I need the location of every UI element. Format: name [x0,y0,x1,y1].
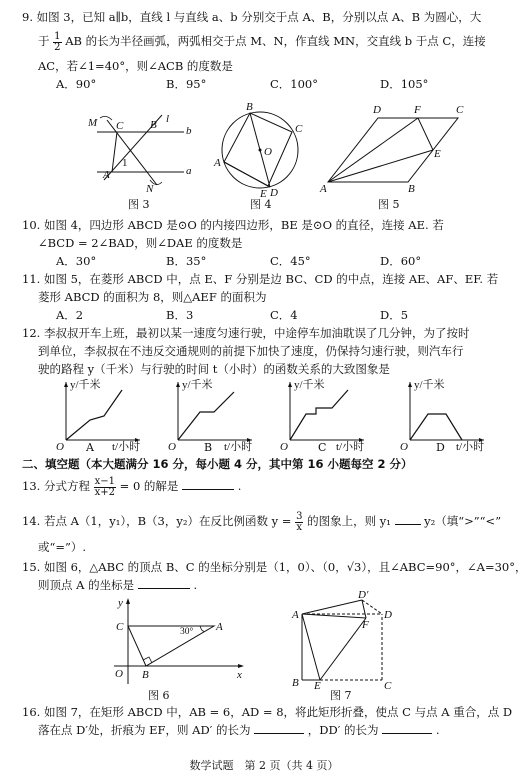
graph-c-origin: O [280,441,288,452]
q16-line2-pre: 落在点 D′处，折痕为 EF，则 AD′ 的长为 [38,723,251,737]
fig7-crease-ef [320,618,366,680]
fig5-segment-af [328,118,418,182]
fig4-label-a: A [214,157,221,169]
fig6-angle-a-arc [200,626,204,631]
q10-line1: 10. 如图 4，四边形 ABCD 是⊙O 的内接四边形，BE 是⊙O 的直径，连接 AE. 若 [22,218,444,232]
q13-post: = 0 的解是 [119,479,179,493]
q12-graph-c-label: C [318,441,327,454]
q15-line2 [38,578,197,592]
graph-a-xlabel: t/小时 [112,441,141,452]
graph-d-ylabel: y/千米 [414,379,445,391]
q13-frac-num: x−1 [94,475,115,487]
q15-line1: 15. 如图 6，△ABC 的顶点 B、C 的坐标分别是（1，0）、（0，√3），且∠ABC=90°，∠A=30°， [22,560,527,574]
q16-line2-end: . [435,723,440,737]
q9-option-d: D．105° [380,77,429,91]
fig7-segment-ae [302,614,320,680]
q11-line2: 菱形 ABCD 的面积为 8，则△AEF 的面积为 [38,290,267,304]
graph-a-ylabel: y/千米 [70,379,101,391]
graph-b-ylabel: y/千米 [182,379,213,391]
q12-graph-a [48,378,148,452]
q12-line1: 12. 李叔叔开车上班，最初以某一速度匀速行驶，中途停车加油耽误了几分钟，为了按时 [22,326,470,340]
q12-graph-b-label: B [204,441,213,454]
fig5-segment-ef [418,118,433,150]
q10-option-a: A．30° [56,254,97,268]
figure-4-caption: 图 4 [250,198,272,211]
section-2-title: 二、填空题（本大题满分 16 分，每小题 4 分，其中第 16 小题每空 2 分） [22,457,413,471]
fig7-segment-ad-prime [302,600,362,614]
fig4-label-e: E [260,188,267,200]
q9-line1: 9. 如图 3，已知 a∥b，直线 l 与直线 a、b 分别交于点 A、B，分别以点 A、B 为圆心，大 [22,10,482,24]
q14-pre: 14. 若点 A（1，y₁），B（3，y₂）在反比例函数 y = [22,514,292,528]
fig5-label-c: C [456,104,464,116]
fig6-label-x: x [237,669,242,681]
fig7-label-d-prime: D′ [358,590,369,601]
fig3-label-a-line: a [186,165,192,177]
q14-answer-blank[interactable] [395,524,421,525]
graph-a-curve [66,390,122,440]
graph-a-y-arrow [64,382,68,387]
graph-c-curve [290,390,348,440]
fig7-label-d: D [384,609,392,621]
q9-frac-den: 2 [54,41,61,53]
fig4-label-d: D [270,187,278,199]
fig3-label-b-line: b [186,125,192,137]
q13-answer-blank[interactable] [182,489,234,490]
fig3-arc-m [100,116,112,120]
graph-b-xlabel: t/小时 [224,441,253,452]
q9-fraction [53,32,61,53]
fig4-center [259,149,262,152]
fig7-label-a: A [292,609,299,621]
q12-line3: 驶的路程 y（千米）与行驶的时间 t（小时）的函数关系的大致图象是 [38,362,390,376]
q15-answer-blank[interactable] [138,588,190,589]
fig7-segment-d-prime-f [362,600,366,618]
fig4-label-b: B [246,101,253,113]
fig6-label-a: A [216,621,223,633]
graph-a-origin: O [56,441,64,452]
figure-6 [110,594,250,686]
fig5-segment-ae [328,150,433,182]
q12-line2: 到单位，李叔叔在不违反交通规则的前提下加快了速度，仍保持匀速行驶，则汽车行 [38,344,464,358]
fig7-label-f: F [362,619,369,631]
fig7-label-e: E [314,680,321,690]
figure-6-caption: 图 6 [148,689,170,702]
fig3-label-c: C [116,120,124,132]
fig3-label-1: 1 [122,157,128,169]
graph-c-xlabel: t/小时 [336,441,365,452]
graph-b-origin: O [168,441,176,452]
figure-7-caption: 图 7 [330,689,352,702]
q9-frac-num: 1 [54,30,61,42]
q11-line1: 11. 如图 5，在菱形 ABCD 中，点 E、F 分别是边 BC、CD 的中点，连接 AE、AF、EF. 若 [22,272,499,286]
fig5-label-e: E [434,148,441,160]
graph-c-ylabel: y/千米 [294,379,325,391]
q10-line2: ∠BCD = 2∠BAD，则∠DAE 的度数是 [38,236,243,250]
q13-frac-den: x+2 [94,486,115,498]
q9-line2 [38,28,486,54]
fig7-label-c: C [384,680,392,690]
graph-b-y-arrow [176,382,180,387]
q13-line [22,472,241,500]
fig5-label-f: F [414,104,421,116]
q12-graph-d-label: D [436,441,445,454]
fig4-quad [224,113,292,186]
fig3-label-a-point: A [103,169,110,181]
q13-end: . [237,479,242,493]
fig6-label-o: O [115,668,123,680]
graph-d-xlabel: t/小时 [456,441,485,452]
fig6-label-c: C [116,621,124,633]
q9-line2-pre: 于 [38,34,50,48]
q14-frac-num: 3 [296,510,303,522]
graph-b-curve [178,392,234,440]
fig6-triangle [128,626,214,666]
fig5-label-d: D [373,104,381,116]
q15-line2-pre: 则顶点 A 的坐标是 [38,578,135,592]
q16-line2 [38,723,439,737]
figure-5-caption: 图 5 [378,198,400,211]
graph-d-curve [410,414,462,440]
fig3-label-b-point: B [150,119,157,131]
fig7-label-b: B [292,677,299,689]
graph-d-origin: O [400,441,408,452]
fig4-label-c: C [295,123,303,135]
fig5-label-b: B [408,183,415,195]
q9-line2-post: AB 的长为半径画弧，两弧相交于点 M、N，作直线 MN，交直线 b 于点 C，连接 [65,34,486,48]
q16-line2-mid: ，DD′ 的长为 [307,723,379,737]
q14-frac-den: x [296,521,303,533]
q14-line1 [22,507,501,535]
fig3-label-l: l [166,113,170,125]
q16-answer-blank-1[interactable] [254,733,304,734]
q14-post: y₂（填“>”“<” [424,514,502,528]
q9-option-b: B．95° [166,77,207,91]
q11-option-d: D．5 [380,308,409,322]
q13-fraction [94,477,116,498]
fig4-label-o: O [264,146,272,158]
figure-7 [290,590,400,690]
fig6-x-arrow [238,664,244,668]
q11-option-b: B．3 [166,308,194,322]
q9-option-c: C．100° [270,77,318,91]
fig6-y-arrow [126,598,130,604]
q10-option-b: B．35° [166,254,207,268]
q16-line1: 16. 如图 7，在矩形 ABCD 中，AB = 6，AD = 8，将此矩形折叠，使点 C 与点 A 重合，点 D [22,705,513,719]
q12-graph-a-label: A [86,441,94,454]
fig6-label-y: y [118,597,123,609]
fig6-label-angle: 30° [180,627,194,637]
q14-fraction [295,512,303,533]
figure-3-caption: 图 3 [128,198,150,211]
q9-option-a: A．90° [56,77,97,91]
q16-answer-blank-2[interactable] [382,733,432,734]
figure-4 [210,100,310,200]
q11-option-a: A．2 [56,308,84,322]
fig7-segment-af [302,614,366,618]
q10-option-c: C．45° [270,254,311,268]
q10-option-d: D．60° [380,254,422,268]
fig5-label-a: A [320,183,327,195]
fig3-label-n: N [146,183,154,195]
figure-3 [82,100,202,210]
figure-5 [318,100,468,200]
fig6-label-b: B [142,669,149,681]
q14-mid: 的图象上，则 y₁ [307,514,391,528]
fig3-label-m: M [88,117,98,129]
graph-c-y-arrow [288,382,292,387]
graph-d-y-arrow [408,382,412,387]
q14-line2: 或“=”）. [38,540,87,554]
q15-line2-end: . [193,578,198,592]
q9-line3: AC，若∠1=40°，则∠ACB 的度数是 [38,59,233,73]
q13-pre: 13. 分式方程 [22,479,90,493]
q11-option-c: C．4 [270,308,298,322]
page-footer: 数学试题 第 2 页（共 4 页） [189,759,339,772]
